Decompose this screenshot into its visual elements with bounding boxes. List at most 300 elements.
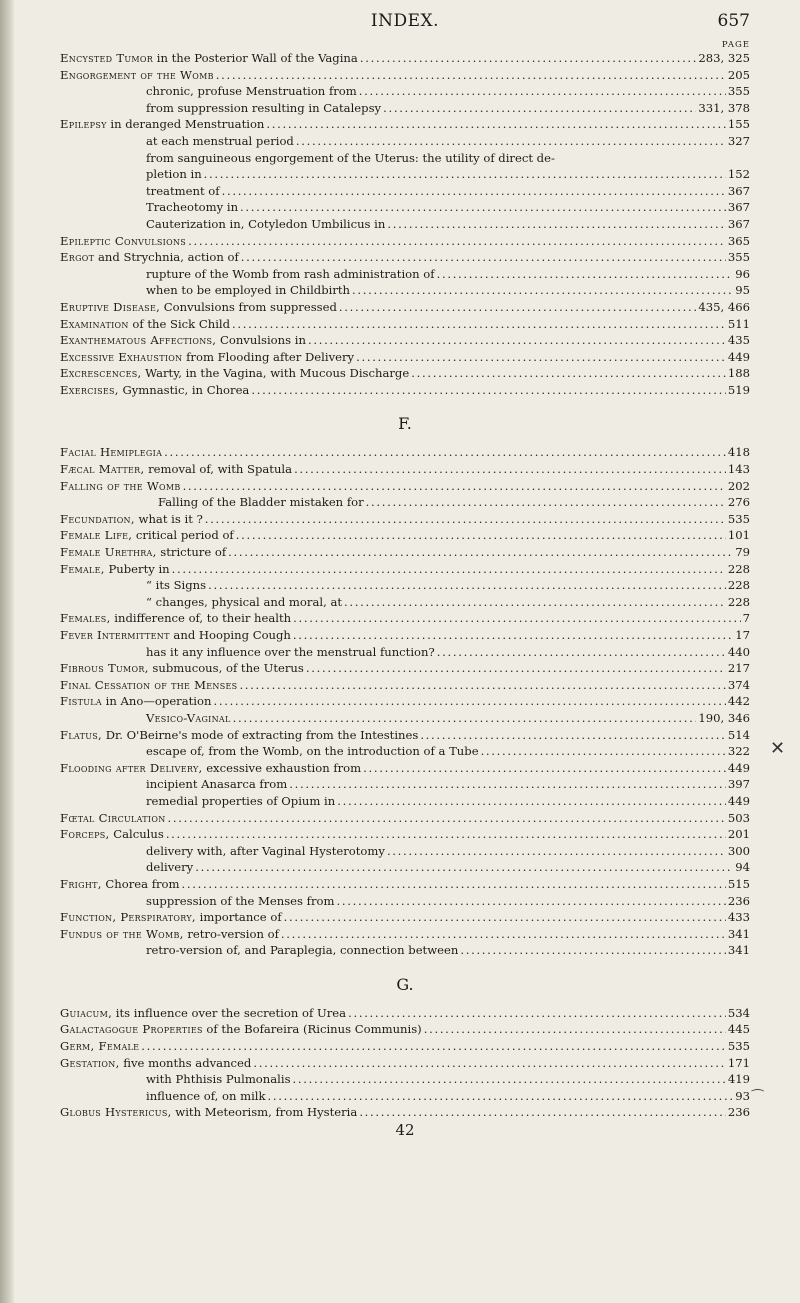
- dot-leader: [296, 133, 726, 150]
- entry-page-ref: 365: [727, 233, 750, 248]
- entry-text: [60, 365, 409, 382]
- index-entry: [60, 233, 750, 250]
- index-subentry: [60, 893, 750, 910]
- entry-headword: Encysted Tumor: [60, 51, 154, 65]
- dot-leader: [253, 1055, 726, 1072]
- entry-page-ref: 418: [727, 445, 750, 460]
- entry-page-ref: 171: [727, 1055, 750, 1070]
- index-entry: [60, 478, 750, 495]
- entry-description: Falling of the Bladder mistaken for: [158, 495, 364, 510]
- section-e-entries: [60, 50, 750, 398]
- entry-text: [60, 382, 249, 399]
- entry-page-ref: 228: [727, 594, 750, 609]
- entry-description: Tracheotomy in: [146, 200, 239, 215]
- dot-leader: [216, 67, 726, 84]
- entry-description: has it any influence over the menstrual function?: [146, 644, 435, 659]
- entry-text: [60, 727, 418, 744]
- entry-text: [60, 249, 239, 266]
- dot-leader: [308, 332, 726, 349]
- entry-page-ref: 397: [727, 777, 750, 792]
- entry-page-ref: 143: [727, 462, 750, 477]
- index-entry: [60, 461, 750, 478]
- index-subentry: [60, 83, 750, 100]
- entry-description: Convulsions in: [216, 333, 306, 348]
- dot-leader: [208, 577, 726, 594]
- entry-headword: Eruptive Disease,: [60, 299, 161, 314]
- entry-description: and Strychnia, action of: [94, 250, 239, 265]
- index-entry: [60, 810, 750, 827]
- index-entry: [60, 299, 750, 316]
- entry-description: remedial properties of Opium in: [146, 793, 336, 808]
- dot-leader: [356, 349, 726, 366]
- entry-page-ref: 534: [727, 1005, 750, 1020]
- index-subentry: [60, 776, 750, 793]
- entry-description: pletion in: [146, 167, 202, 182]
- entry-text: [146, 594, 342, 611]
- entry-description: “ its Signs: [146, 578, 207, 593]
- entry-headword: Germ, Female: [60, 1039, 140, 1054]
- entry-headword: Excessive Exhaustion: [60, 349, 183, 364]
- entry-text: [60, 478, 181, 495]
- index-entry: [60, 1104, 750, 1121]
- entry-page-ref: 419: [727, 1072, 750, 1087]
- entry-description: retro-version of: [183, 926, 279, 941]
- entry-page-ref: 514: [727, 727, 750, 742]
- entry-page-ref: 435, 466: [698, 299, 750, 314]
- entry-page-ref: 201: [727, 827, 750, 842]
- dot-leader: [387, 216, 726, 233]
- entry-text: [146, 793, 335, 810]
- entry-headword: Engorgement of the Womb: [60, 67, 214, 82]
- dot-leader: [359, 83, 726, 100]
- entry-page-ref: 331, 378: [698, 100, 750, 115]
- page-column-label: PAGE: [721, 40, 750, 50]
- index-entry: [60, 50, 750, 67]
- entry-page-ref: 236: [727, 893, 750, 908]
- entry-headword: Female Life,: [60, 528, 133, 543]
- entry-text: [146, 577, 206, 594]
- entry-description: excessive exhaustion from: [202, 760, 362, 775]
- entry-text: [60, 233, 186, 250]
- dot-leader: [239, 677, 725, 694]
- index-subentry: [60, 710, 750, 727]
- dot-leader: [359, 1104, 726, 1121]
- dot-leader: [383, 100, 696, 117]
- dot-leader: [481, 743, 726, 760]
- entry-page-ref: 101: [727, 528, 750, 543]
- entry-text: [60, 826, 164, 843]
- entry-headword: Fistula: [60, 694, 102, 709]
- entry-page-ref: 205: [727, 67, 750, 82]
- entry-page-ref: 95: [735, 283, 750, 298]
- index-subentry: [60, 494, 750, 511]
- entry-page-ref: 341: [727, 943, 750, 958]
- entry-headword: Fæcal Matter,: [60, 462, 145, 477]
- entry-description: in deranged Menstruation: [106, 117, 265, 132]
- dot-leader: [164, 444, 726, 461]
- entry-description: Warty, in the Vagina, with Mucous Discharge: [141, 366, 410, 381]
- entry-headword: Examination: [60, 316, 129, 331]
- entry-text: [60, 926, 279, 943]
- page-number: 657: [717, 11, 750, 31]
- entry-description: indifference of, to their health: [110, 611, 292, 626]
- index-subentry: [60, 577, 750, 594]
- entry-headword: Galactagogue Properties: [60, 1022, 203, 1037]
- entry-page-ref: 236: [727, 1105, 750, 1120]
- entry-description: Puberty in: [104, 561, 170, 576]
- entry-description: in the Posterior Wall of the Vagina: [153, 51, 358, 65]
- dot-leader: [337, 793, 726, 810]
- dot-leader: [228, 544, 733, 561]
- entry-description: Gymnastic, in Chorea: [118, 382, 250, 397]
- index-entry: [60, 444, 750, 461]
- dot-leader: [339, 299, 696, 316]
- entry-page-ref: 190, 346: [698, 710, 750, 725]
- entry-description: delivery: [146, 860, 194, 875]
- entry-description: in Ano—operation: [101, 694, 212, 709]
- dot-leader: [424, 1021, 726, 1038]
- entry-description: Calculus: [109, 827, 164, 842]
- dot-leader: [266, 116, 725, 133]
- entry-page-ref: 79: [735, 545, 750, 560]
- index-subentry: [60, 216, 750, 233]
- entry-page-ref: 367: [727, 216, 750, 231]
- index-entry: [60, 727, 750, 744]
- entry-page-ref: 341: [727, 926, 750, 941]
- entry-text: [158, 494, 364, 511]
- index-entry: [60, 660, 750, 677]
- dot-leader: [344, 594, 726, 611]
- entry-headword: Final Cessation of the Menses: [60, 677, 238, 692]
- dot-leader: [188, 233, 726, 250]
- margin-cross-mark: ✕: [770, 738, 786, 759]
- entry-description: from suppression resulting in Catalepsy: [146, 100, 382, 115]
- entry-text: [60, 909, 282, 926]
- index-entry: [60, 1038, 750, 1055]
- index-entry: [60, 826, 750, 843]
- entry-page-ref: 435: [727, 333, 750, 348]
- dot-leader: [387, 843, 726, 860]
- index-entry: [60, 365, 750, 382]
- entry-description: its influence over the secretion of Urea: [112, 1005, 347, 1020]
- index-entry: [60, 610, 750, 627]
- entry-headword: Fundus of the Womb,: [60, 926, 184, 941]
- entry-headword: Flatus,: [60, 727, 103, 742]
- entry-headword: Fœtal Circulation: [60, 810, 166, 825]
- entry-headword: Females,: [60, 611, 111, 626]
- entry-text: [146, 133, 294, 150]
- entry-headword: Gestation,: [60, 1055, 120, 1070]
- dot-leader: [294, 461, 726, 478]
- entry-headword: Fever Intermittent: [60, 628, 170, 642]
- entry-description: Dr. O'Beirne's mode of extracting from the Intestines: [102, 727, 419, 742]
- entry-page-ref: 322: [727, 744, 750, 759]
- dot-leader: [240, 199, 726, 216]
- entry-page-ref: 94: [735, 860, 750, 875]
- entry-text: [60, 876, 180, 893]
- entry-text: [60, 610, 291, 627]
- dot-leader: [363, 760, 726, 777]
- dot-leader: [183, 478, 726, 495]
- index-subentry: [60, 843, 750, 860]
- entry-page-ref: 327: [727, 133, 750, 148]
- index-entry: [60, 926, 750, 943]
- entry-page-ref: 283, 325: [698, 51, 750, 65]
- entry-description: five months advanced: [119, 1055, 252, 1070]
- entry-text: [146, 100, 381, 117]
- index-subentry: [60, 859, 750, 876]
- entry-text: [146, 776, 287, 793]
- page-header: [60, 0, 750, 40]
- entry-headword: Forceps,: [60, 827, 110, 842]
- dot-leader: [205, 511, 726, 528]
- entry-page-ref: 374: [727, 677, 750, 692]
- entry-description: submucous, of the Uterus: [148, 661, 304, 676]
- index-entry: [60, 909, 750, 926]
- entry-headword: Falling of the Womb: [60, 478, 181, 493]
- entry-text: [146, 743, 479, 760]
- index-subentry: [60, 166, 750, 183]
- dot-leader: [360, 50, 697, 67]
- index-subentry: [60, 282, 750, 299]
- entry-description: importance of: [195, 910, 282, 925]
- entry-page-ref: 7: [742, 611, 750, 626]
- entry-page-ref: 367: [727, 183, 750, 198]
- entry-page-ref: 511: [727, 316, 750, 331]
- entry-text: [146, 942, 458, 959]
- index-subentry: [60, 183, 750, 200]
- entry-text: [146, 1071, 291, 1088]
- dot-leader: [172, 561, 726, 578]
- entry-text: [60, 660, 304, 677]
- entry-headword: Fecundation,: [60, 511, 135, 526]
- dot-leader: [281, 926, 726, 943]
- index-entry: [60, 1005, 750, 1022]
- entry-page-ref: 449: [727, 760, 750, 775]
- dot-leader: [284, 909, 726, 926]
- entry-page-ref: 449: [727, 349, 750, 364]
- entry-text: [60, 50, 358, 67]
- entry-description: Chorea from: [101, 876, 180, 891]
- margin-tick-mark: ⁀: [752, 1090, 764, 1106]
- dot-leader: [437, 266, 734, 283]
- dot-leader: [268, 1088, 734, 1105]
- entry-page-ref: 449: [727, 793, 750, 808]
- entry-headword: Epileptic Convulsions: [60, 233, 187, 248]
- index-subentry: [60, 743, 750, 760]
- entry-headword: Ergot: [60, 250, 95, 265]
- index-entry: [60, 67, 750, 84]
- section-f-entries: [60, 444, 750, 958]
- entry-text: [60, 677, 237, 694]
- index-entry: [60, 544, 750, 561]
- entry-headword: Exanthematous Affections,: [60, 333, 217, 348]
- entry-description: removal of, with Spatula: [144, 462, 293, 477]
- dot-leader: [289, 776, 726, 793]
- entry-headword: Excrescences,: [60, 366, 142, 381]
- entry-headword: Fibrous Tumor,: [60, 661, 149, 676]
- dot-leader: [306, 660, 726, 677]
- index-subentry: [60, 133, 750, 150]
- index-entry: [60, 527, 750, 544]
- entry-description: incipient Anasarca from: [146, 777, 288, 792]
- entry-text: [146, 282, 350, 299]
- entry-text: [60, 760, 361, 777]
- index-subentry: [60, 644, 750, 661]
- entry-page-ref: 442: [727, 694, 750, 709]
- entry-description: suppression of the Menses from: [146, 893, 335, 908]
- dot-leader: [366, 494, 726, 511]
- entry-page-ref: 93: [735, 1088, 750, 1103]
- entry-text: [146, 644, 435, 661]
- entry-headword: Facial Hemiplegia: [60, 445, 163, 460]
- dot-leader: [141, 1038, 726, 1055]
- entry-text: [60, 1005, 346, 1022]
- entry-description: when to be employed in Childbirth: [146, 283, 351, 298]
- entry-page-ref: 440: [727, 644, 750, 659]
- entry-text: [60, 810, 166, 827]
- entry-text: [60, 627, 291, 644]
- index-entry: [60, 332, 750, 349]
- index-subentry: [60, 266, 750, 283]
- entry-text: [60, 1055, 251, 1072]
- entry-text: [146, 166, 202, 183]
- entry-page-ref: 535: [727, 1039, 750, 1054]
- index-entry: [60, 116, 750, 133]
- entry-headword: Globus Hystericus,: [60, 1105, 172, 1120]
- entry-page-ref: 300: [727, 843, 750, 858]
- entry-page-ref: 152: [727, 167, 750, 182]
- entry-description: at each menstrual period: [146, 133, 294, 148]
- entry-text: [146, 216, 385, 233]
- index-subentry: [60, 1071, 750, 1088]
- entry-headword: Female,: [60, 561, 105, 576]
- dot-leader: [182, 876, 726, 893]
- entry-description: delivery with, after Vaginal Hysterotomy: [146, 843, 385, 858]
- entry-text: [146, 266, 435, 283]
- index-page: [60, 0, 750, 1139]
- dot-leader: [213, 693, 725, 710]
- index-entry-continuation: from sanguineous engorgement of the Uterus: the utility of direct de-: [146, 150, 555, 165]
- entry-page-ref: 217: [727, 661, 750, 676]
- index-entry: [60, 561, 750, 578]
- entry-text: [60, 349, 354, 366]
- entry-headword: Guiacum,: [60, 1005, 113, 1020]
- entry-page-ref: 355: [727, 84, 750, 99]
- index-entry: [60, 1055, 750, 1072]
- index-entry: [60, 693, 750, 710]
- entry-text: [60, 332, 306, 349]
- entry-page-ref: 17: [735, 628, 750, 642]
- entry-headword: Exercises,: [60, 382, 119, 397]
- entry-headword: Fright,: [60, 876, 102, 891]
- entry-page-ref: 228: [727, 561, 750, 576]
- dot-leader: [293, 1071, 726, 1088]
- entry-text: [60, 1038, 139, 1055]
- index-subentry: [60, 100, 750, 117]
- entry-description: and Hooping Cough: [169, 628, 291, 642]
- entry-description: what is it ?: [134, 511, 203, 526]
- entry-text: [60, 1021, 422, 1038]
- entry-text: [60, 116, 264, 133]
- entry-headword: Vesico-Vaginal: [146, 710, 231, 725]
- dot-leader: [293, 627, 733, 644]
- dot-leader: [204, 166, 726, 183]
- index-subentry: [60, 199, 750, 216]
- entry-text: [146, 710, 231, 727]
- dot-leader: [241, 249, 726, 266]
- dot-leader: [293, 610, 740, 627]
- entry-page-ref: 228: [727, 578, 750, 593]
- entry-description: of the Bofareira (Ricinus Communis): [202, 1022, 422, 1037]
- entry-description: “ changes, physical and moral, at: [146, 594, 343, 609]
- index-entry: [60, 677, 750, 694]
- entry-text: [146, 83, 357, 100]
- entry-page-ref: 202: [727, 478, 750, 493]
- entry-text: [146, 183, 220, 200]
- index-entry: [60, 1021, 750, 1038]
- entry-page-ref: 188: [727, 366, 750, 381]
- entry-text: [60, 444, 162, 461]
- entry-page-ref: 503: [727, 810, 750, 825]
- entry-text: [60, 299, 337, 316]
- entry-page-ref: 276: [727, 495, 750, 510]
- entry-text: [146, 199, 238, 216]
- entry-headword: Female Urethra,: [60, 545, 157, 560]
- dot-leader: [222, 183, 726, 200]
- entry-page-ref: 155: [727, 117, 750, 132]
- index-subentry: [60, 942, 750, 959]
- index-entry: [60, 511, 750, 528]
- entry-text: [146, 859, 193, 876]
- section-g-entries: [60, 1005, 750, 1121]
- entry-description: of the Sick Child: [128, 316, 231, 331]
- index-entry: [60, 760, 750, 777]
- entry-description: Convulsions from suppressed: [160, 299, 337, 314]
- index-subentry: [60, 1088, 750, 1105]
- entry-description: with Meteorism, from Hysteria: [171, 1105, 358, 1120]
- dot-leader: [352, 282, 733, 299]
- entry-page-ref: 519: [727, 382, 750, 397]
- entry-text: [60, 693, 211, 710]
- entry-description: Cauterization in, Cotyledon Umbilicus in: [146, 216, 386, 231]
- entry-text: [60, 561, 170, 578]
- index-entry: [60, 249, 750, 266]
- dot-leader: [420, 727, 726, 744]
- entry-description: critical period of: [132, 528, 234, 543]
- entry-text: [60, 67, 214, 84]
- dot-leader: [233, 710, 697, 727]
- entry-description: influence of, on milk: [146, 1088, 266, 1103]
- dot-leader: [251, 382, 726, 399]
- index-subentry: [60, 594, 750, 611]
- dot-leader: [166, 826, 726, 843]
- entry-text: [60, 527, 234, 544]
- section-letter-g: G.: [396, 974, 414, 994]
- entry-description: chronic, profuse Menstruation from: [146, 84, 357, 99]
- entry-text: [146, 893, 334, 910]
- entry-headword: Function, Perspiratory,: [60, 910, 196, 925]
- entry-page-ref: 96: [735, 266, 750, 281]
- dot-leader: [195, 859, 733, 876]
- entry-text: [60, 511, 203, 528]
- entry-description: stricture of: [156, 545, 227, 560]
- entry-headword: Epilepsy: [60, 117, 107, 132]
- running-title: INDEX.: [370, 11, 440, 31]
- entry-text: [60, 544, 226, 561]
- dot-leader: [232, 316, 726, 333]
- signature-mark: 42: [395, 1121, 415, 1140]
